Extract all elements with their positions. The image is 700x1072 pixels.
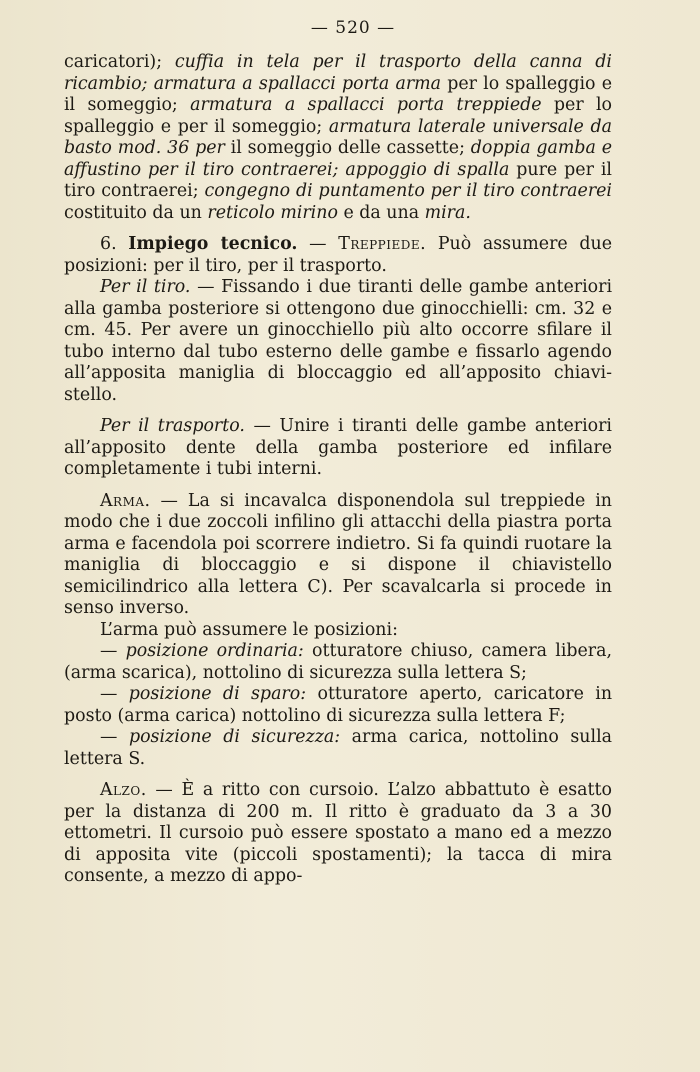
text-run: — Unire i tiranti delle gambe anteriori all’apposito dente della gamba posteriore ed infilare completamente i tubi interni. bbox=[64, 416, 612, 479]
italic-run: posizione ordinaria: bbox=[125, 641, 304, 661]
paragraph-impiego-tecnico bbox=[64, 234, 612, 277]
text-run: Può assumere due posizioni: per il tiro, per il trasporto. bbox=[64, 234, 612, 276]
text-run: il someggio delle cassette; bbox=[224, 138, 471, 158]
italic-run: congegno di puntamento per il tiro contraerei bbox=[204, 181, 612, 201]
italic-run: posizione di sparo: bbox=[128, 684, 307, 704]
text-run: — bbox=[297, 234, 339, 254]
paragraph-per-il-tiro bbox=[64, 277, 612, 406]
text-run: caricatori); bbox=[64, 52, 175, 72]
text-run: arma carica, nottolino sulla lettera S. bbox=[64, 727, 612, 769]
text-run: — È a ritto con cursoio. L’alzo abbattuto è esatto per la distanza di 200 m. Il ritto è graduato da 3 a 30 ettometri. Il cursoio può essere spostato a mano ed a mezzo di apposita vite (piccoli spostamenti); la tacca di mira consente, a mezzo di appo- bbox=[64, 780, 612, 886]
italic-run: Per il tiro. bbox=[100, 277, 191, 297]
text-run: pure per il tiro contraerei; bbox=[64, 159, 612, 201]
page-number: — 520 — bbox=[310, 18, 396, 38]
text-run: costituito da un bbox=[64, 202, 208, 223]
text-run: per lo spalleggio e il someggio; bbox=[64, 73, 613, 115]
list-item-posizione-ordinaria bbox=[64, 641, 612, 684]
paragraph-accessories bbox=[64, 52, 612, 224]
italic-run: doppia gamba e affustino per il tiro contraerei; appoggio di spalla bbox=[64, 138, 612, 180]
text-run: e da una bbox=[337, 202, 425, 223]
list-item-posizione-sparo bbox=[64, 684, 612, 727]
text-run: per lo spalleggio e per il someggio; bbox=[64, 95, 613, 137]
list-dash: — bbox=[100, 684, 129, 704]
body-text bbox=[64, 52, 612, 888]
italic-run: posizione di sicurezza: bbox=[128, 727, 341, 747]
list-dash: — bbox=[100, 727, 129, 747]
subsection-treppiede: Treppiede. bbox=[338, 234, 427, 254]
paragraph-alzo bbox=[64, 780, 612, 888]
paragraph-arma bbox=[64, 491, 612, 620]
text-run: otturatore chiuso, camera libera, (arma scarica), nottolino di sicurezza sulla lettera S; bbox=[64, 641, 613, 683]
subsection-alzo: Alzo. bbox=[100, 780, 147, 800]
italic-run: armatura laterale universale da basto mod. 36 per bbox=[64, 116, 612, 158]
list-dash: — bbox=[100, 641, 126, 661]
list-item-posizione-sicurezza bbox=[64, 727, 612, 770]
italic-run: cuffia in tela per il trasporto della canna di ricambio; armatura a spallacci porta arma bbox=[64, 52, 612, 94]
section-number: 6. bbox=[100, 234, 129, 254]
paragraph-posizioni-intro: L’arma può assumere le posizioni: bbox=[100, 619, 398, 640]
italic-run: reticolo mirino bbox=[207, 202, 338, 223]
section-heading: Impiego tecnico. bbox=[128, 234, 298, 254]
italic-run: Per il trasporto. bbox=[100, 416, 245, 436]
text-run: — Fissando i due tiranti delle gambe anteriori alla gamba posteriore si ottengono due ginocchielli: cm. 32 e cm. 45. Per avere un ginocchiello più alto occorre sfilare il tubo interno dal tubo esterno delle gambe e fissarlo agendo all’apposita maniglia di bloccaggio ed all’apposito chiavistello. bbox=[64, 277, 612, 405]
paragraph-per-il-trasporto bbox=[64, 416, 612, 481]
italic-run: armatura a spallacci porta treppiede bbox=[190, 95, 542, 115]
subsection-arma: Arma. bbox=[100, 490, 151, 511]
text-run: — La si incavalca disponendola sul treppiede in modo che i due zoccoli infilino gli attacchi della piastra porta arma e facendola poi scorrere indietro. Si fa quindi ruotare la maniglia di bloccaggio e si dispone il chiavistello semicilindrico alla lettera C). Per scavalcarla si procede in senso inverso. bbox=[64, 490, 612, 618]
text-run: otturatore aperto, caricatore in posto (arma carica) nottolino di sicurezza sulla lettera F; bbox=[64, 684, 613, 726]
italic-run: mira. bbox=[424, 202, 471, 223]
